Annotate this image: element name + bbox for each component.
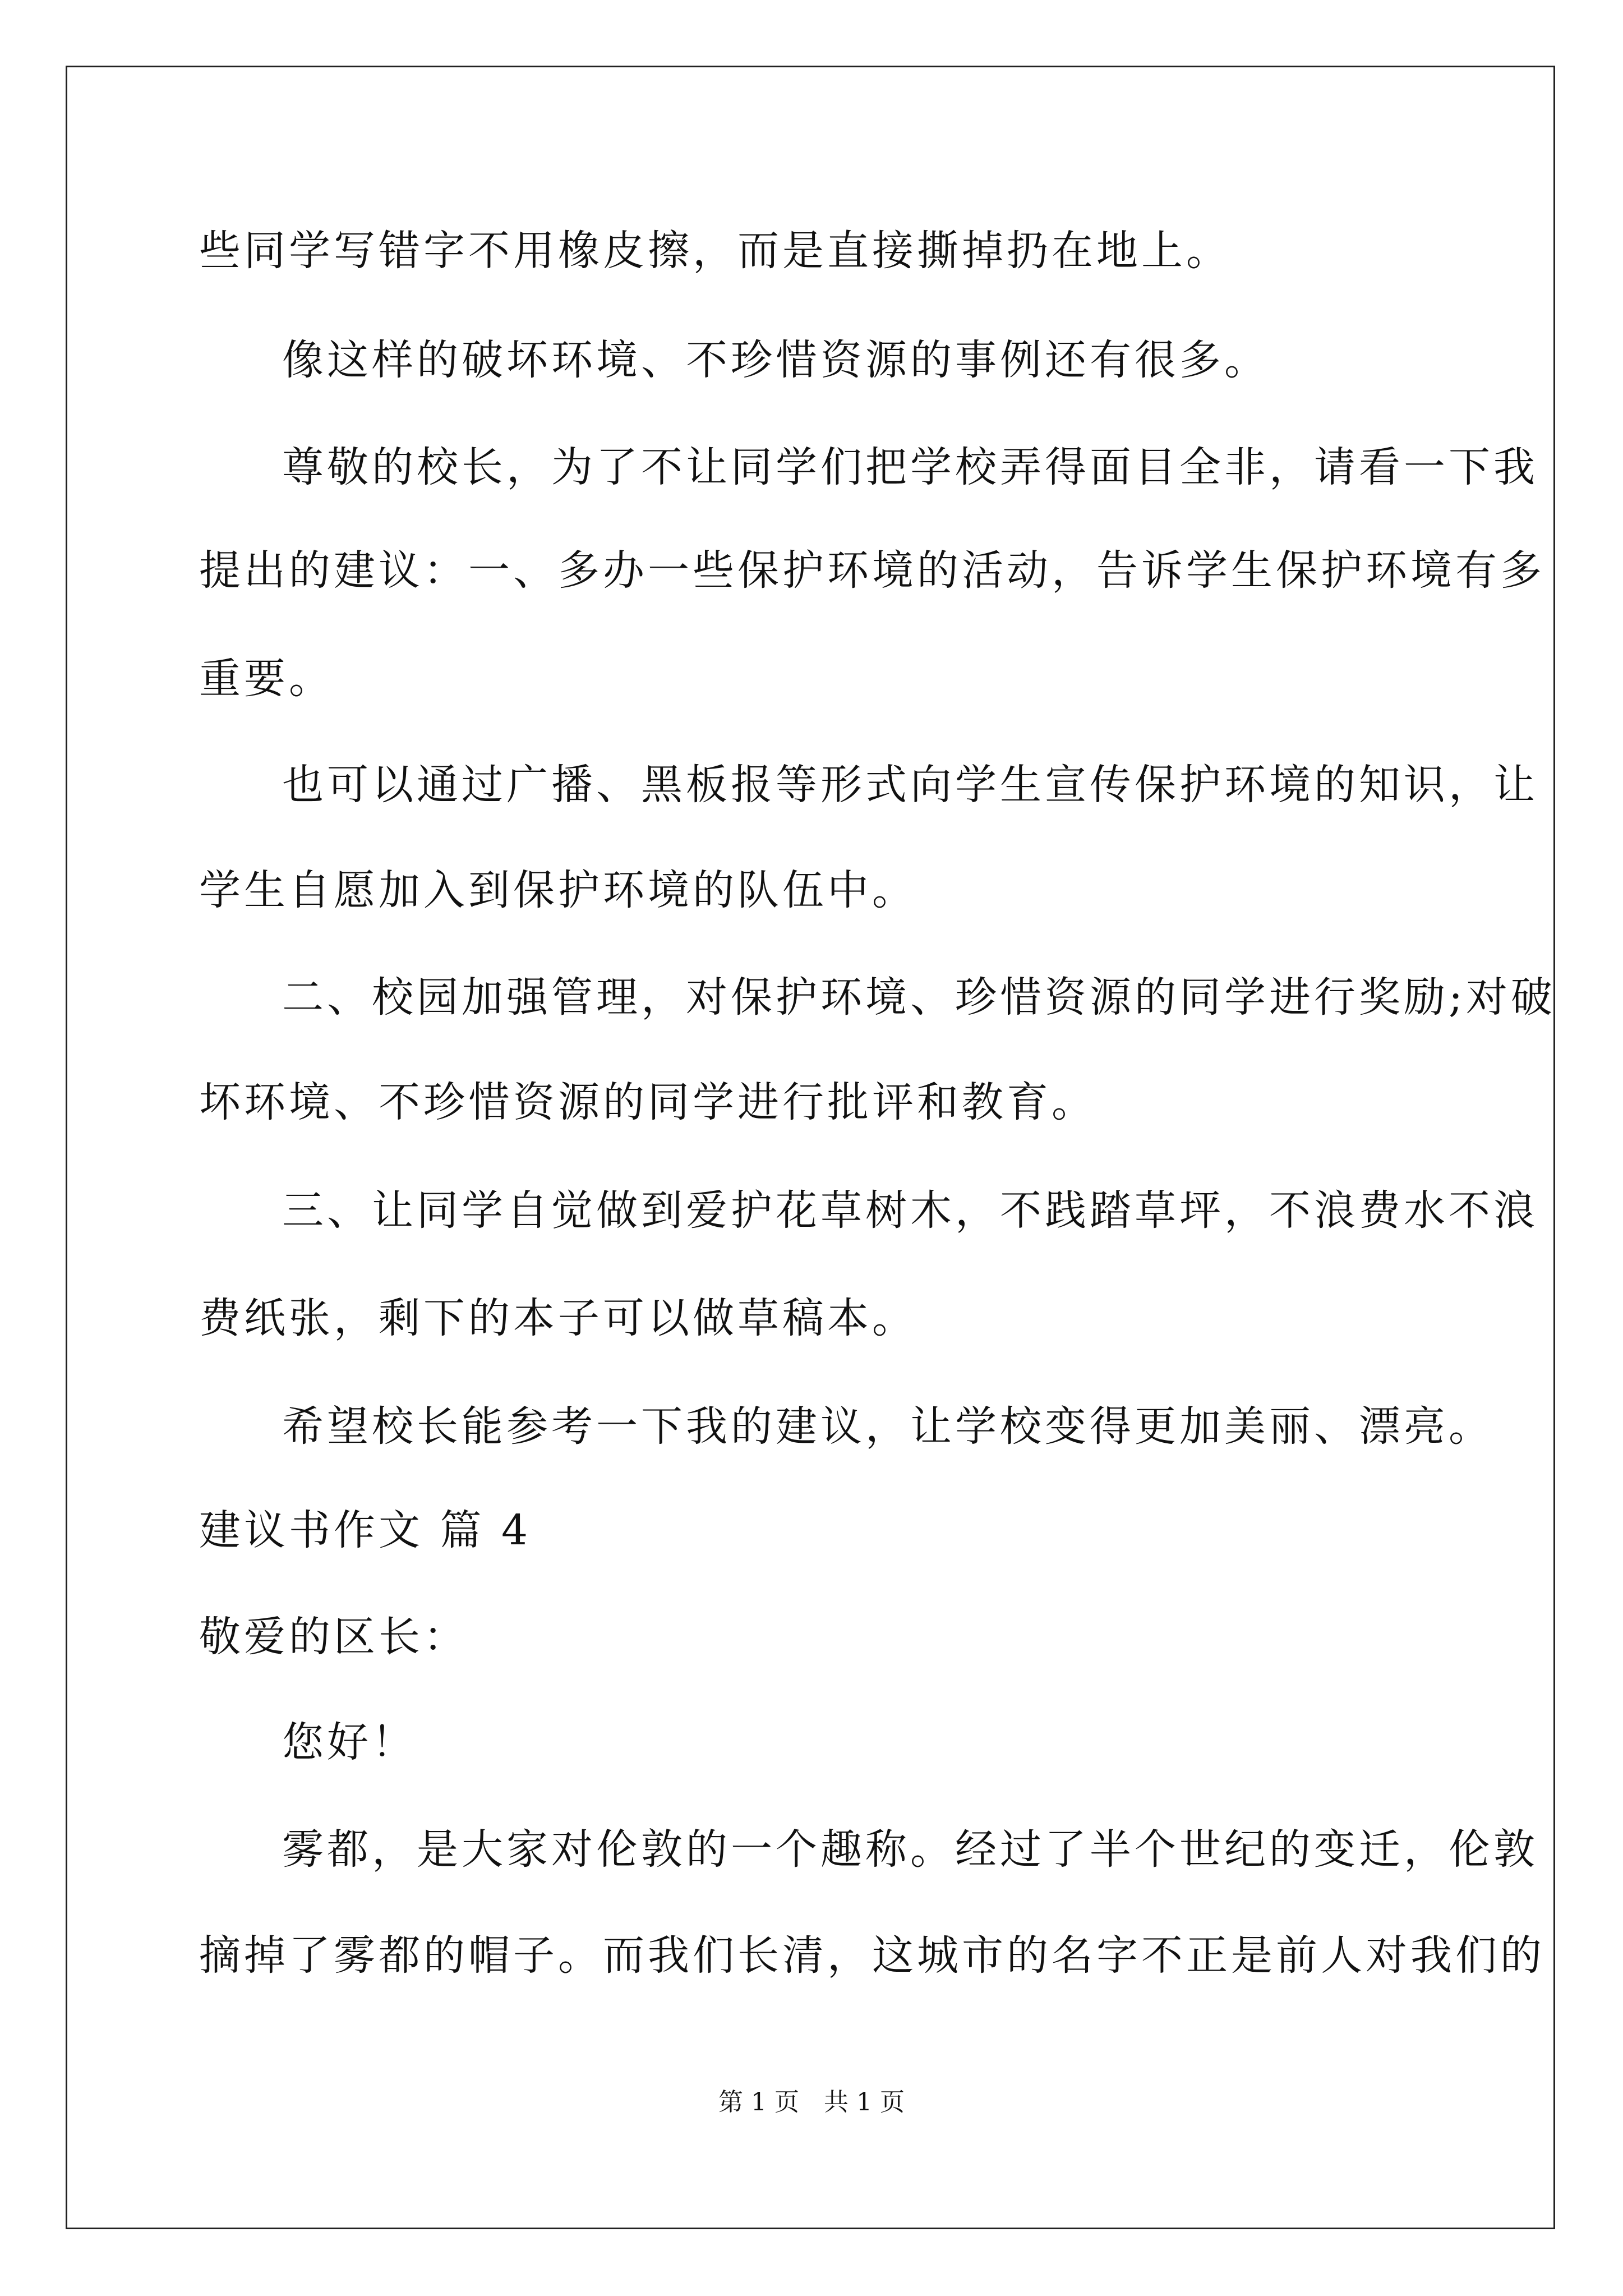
section-heading: 建议书作文 篇 4 (199, 1506, 532, 1554)
text-line: 像这样的破坏环境、不珍惜资源的事例还有很多。 (282, 336, 1269, 384)
text-line: 雾都，是大家对伦敦的一个趣称。经过了半个世纪的变迁，伦敦 (282, 1825, 1538, 1874)
page-number-footer: 第 1 页 共 1 页 (718, 2088, 905, 2116)
text-line: 二、校园加强管理，对保护环境、珍惜资源的同学进行奖励;对破 (282, 973, 1556, 1022)
text-line: 三、让同学自觉做到爱护花草树木，不践踏草坪，不浪费水不浪 (282, 1186, 1538, 1235)
text-line: 坏环境、不珍惜资源的同学进行批评和教育。 (199, 1078, 1096, 1126)
salutation: 敬爱的区长： (199, 1613, 468, 1661)
text-line: 希望校长能参考一下我的建议，让学校变得更加美丽、漂亮。 (282, 1402, 1493, 1451)
text-line: 费纸张，剩下的本子可以做草稿本。 (199, 1294, 917, 1342)
page-border (66, 66, 1555, 2229)
text-line: 重要。 (199, 655, 334, 703)
text-line: 摘掉了雾都的帽子。而我们长清，这城市的名字不正是前人对我们的 (199, 1931, 1545, 1980)
text-line: 些同学写错字不用橡皮擦，而是直接撕掉扔在地上。 (199, 227, 1231, 275)
text-line: 也可以通过广播、黑板报等形式向学生宣传保护环境的知识，让 (282, 761, 1538, 809)
greeting: 您好！ (282, 1718, 417, 1766)
text-line: 尊敬的校长，为了不让同学们把学校弄得面目全非，请看一下我 (282, 443, 1538, 491)
text-line: 提出的建议：一、多办一些保护环境的活动，告诉学生保护环境有多 (199, 546, 1545, 595)
text-line: 学生自愿加入到保护环境的队伍中。 (199, 866, 917, 914)
